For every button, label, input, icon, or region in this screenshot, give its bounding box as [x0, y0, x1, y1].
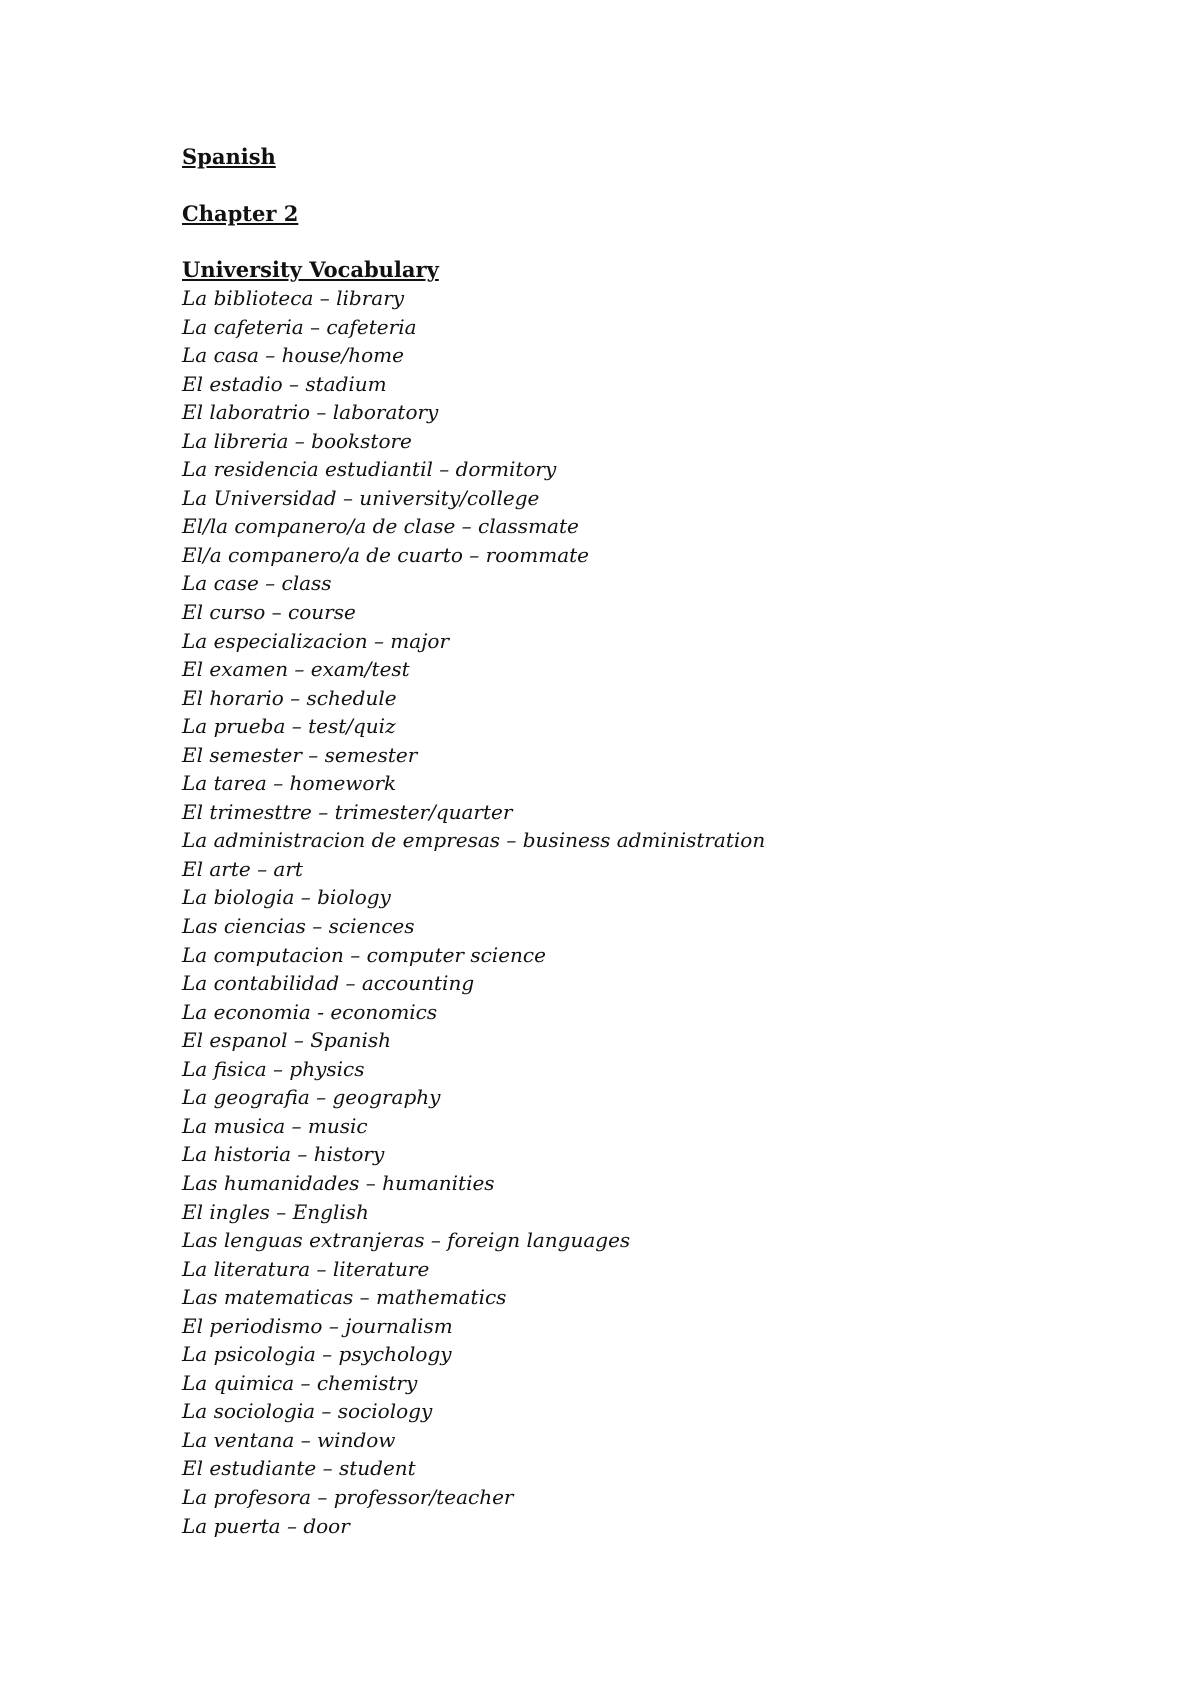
vocabulary-entry: El laboratrio – laboratory — [182, 400, 439, 425]
vocabulary-entry: La Universidad – university/college — [182, 485, 540, 510]
vocabulary-entry: La biblioteca – library — [182, 286, 405, 310]
vocabulary-entry: La literatura – literature — [182, 1256, 430, 1281]
vocabulary-entry: El trimesttre – trimester/quarter — [182, 799, 513, 824]
vocabulary-entry: La puerta – door — [182, 1513, 350, 1538]
vocabulary-entry: Las ciencias – sciences — [182, 914, 415, 939]
vocabulary-entry: El periodismo – journalism — [182, 1313, 453, 1338]
vocabulary-entry: La libreria – bookstore — [182, 428, 412, 453]
vocabulary-entry: La profesora – professor/teacher — [182, 1484, 514, 1509]
vocabulary-entry: Las lenguas extranjeras – foreign languages — [182, 1228, 631, 1253]
chapter-heading: Chapter 2 — [182, 201, 299, 226]
vocabulary-entry: La computacion – computer science — [182, 942, 546, 967]
vocabulary-entry: La psicologia – psychology — [182, 1342, 452, 1367]
vocabulary-entry: La prueba – test/quiz — [182, 714, 396, 739]
vocabulary-entry: La cafeteria – cafeteria — [182, 314, 417, 339]
vocabulary-entry: La quimica – chemistry — [182, 1370, 418, 1395]
vocabulary-entry: El/a companero/a de cuarto – roommate — [182, 542, 590, 567]
vocabulary-entry: La especializacion – major — [182, 628, 450, 653]
vocabulary-entry: El semester – semester — [182, 742, 418, 767]
vocabulary-entry: La biologia – biology — [182, 885, 391, 910]
vocabulary-entry: El estudiante – student — [182, 1456, 416, 1481]
vocabulary-list — [182, 284, 1082, 1540]
section-heading: University Vocabulary — [182, 257, 439, 282]
document-title: Spanish — [182, 144, 276, 169]
vocabulary-entry: La contabilidad – accounting — [182, 971, 475, 996]
vocabulary-entry: La historia – history — [182, 1142, 385, 1167]
vocabulary-entry: El horario – schedule — [182, 685, 397, 710]
vocabulary-entry: El arte – art — [182, 856, 303, 881]
vocabulary-entry: La residencia estudiantil – dormitory — [182, 457, 557, 482]
vocabulary-entry: El curso – course — [182, 600, 356, 625]
document-body — [182, 143, 1082, 1540]
vocabulary-entry: El espanol – Spanish — [182, 1028, 392, 1053]
vocabulary-entry: Las matematicas – mathematics — [182, 1285, 507, 1310]
vocabulary-entry: Las humanidades – humanities — [182, 1170, 495, 1195]
vocabulary-entry: La tarea – homework — [182, 771, 397, 796]
vocabulary-entry: La ventana – window — [182, 1427, 396, 1452]
vocabulary-entry: La case – class — [182, 571, 332, 596]
vocabulary-entry: La economia - economics — [182, 999, 438, 1024]
vocabulary-entry: El/la companero/a de clase – classmate — [182, 514, 579, 539]
vocabulary-entry: El examen – exam/test — [182, 657, 410, 682]
vocabulary-entry: La administracion de empresas – business administration — [182, 828, 766, 853]
vocabulary-entry: La sociologia – sociology — [182, 1399, 433, 1424]
vocabulary-entry: El estadio – stadium — [182, 371, 387, 396]
vocabulary-entry: La casa – house/home — [182, 343, 404, 368]
vocabulary-entry: La musica – music — [182, 1113, 368, 1138]
vocabulary-entry: La fisica – physics — [182, 1056, 365, 1081]
vocabulary-entry: El ingles – English — [182, 1199, 369, 1224]
vocabulary-entry: La geografia – geography — [182, 1085, 441, 1110]
